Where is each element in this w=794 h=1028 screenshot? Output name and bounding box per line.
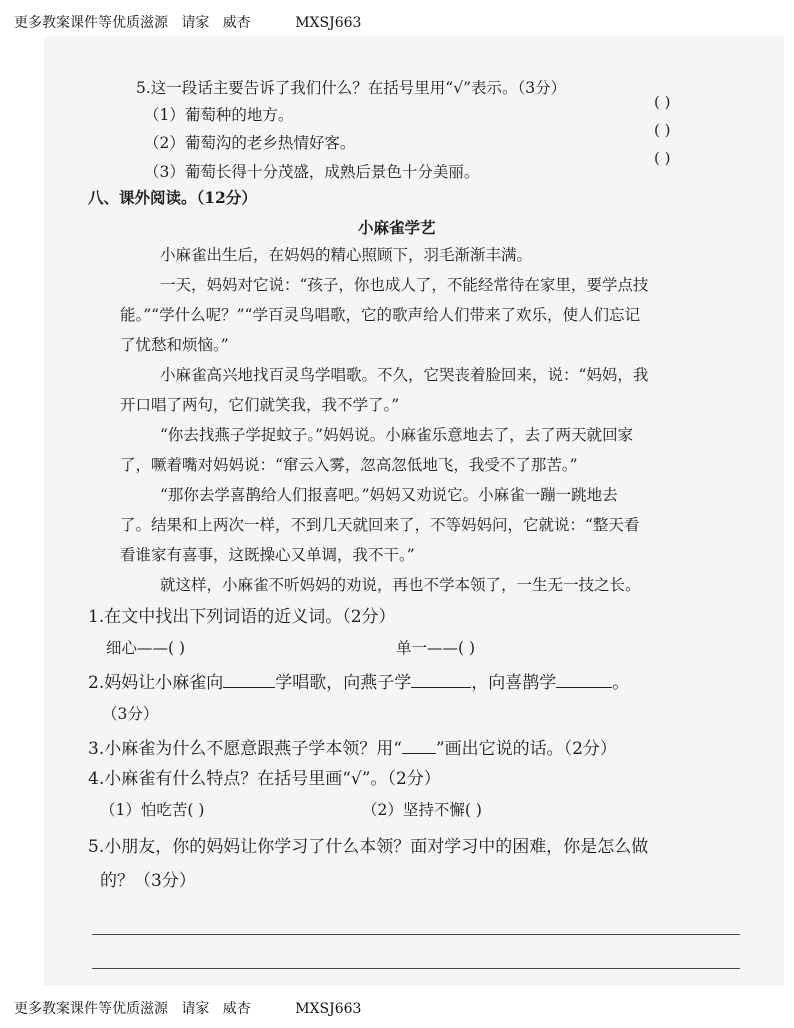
question-2-blank-1[interactable]: [223, 671, 275, 688]
question-1-stem: 1.在文中找出下列词语的近义词。（2分）: [88, 607, 396, 627]
section-heading: 八、课外阅读。（12分）: [88, 188, 257, 207]
q5-option-1-answer[interactable]: ( ): [654, 93, 671, 111]
answer-line-1[interactable]: [92, 934, 740, 935]
q5-option-2-answer[interactable]: ( ): [654, 121, 671, 139]
question-4-stem: 4.小麻雀有什么特点？在括号里画“√”。（2分）: [88, 769, 441, 789]
question-2: [88, 668, 629, 693]
passage-title: 小麻雀学艺: [358, 218, 436, 237]
question-4-option-2[interactable]: （2）坚持不懈( ): [362, 801, 482, 819]
question-3-part-b: ”画出它说的话。（2分）: [435, 739, 617, 759]
question-2-part-c: ，向喜鹊学: [471, 673, 557, 693]
question-5-line-1: 5.小朋友，你的妈妈让你学习了什么本领？面对学习中的困难，你是怎么做: [88, 837, 649, 857]
question-5-line-2: 的？（3分）: [100, 871, 196, 891]
q5-option-2: （2）葡萄沟的老乡热情好客。: [144, 134, 356, 152]
passage-line: 就这样，小麻雀不听妈妈的劝说，再也不学本领了，一生无一技之长。: [160, 576, 641, 594]
question-2-part-b: 学唱歌，向燕子学: [275, 673, 412, 693]
question-2-blank-2[interactable]: [411, 671, 471, 688]
question-3-underline-sample: [402, 737, 436, 754]
answer-line-2[interactable]: [92, 968, 740, 969]
question-1-word-2[interactable]: 单一——( ): [396, 639, 476, 657]
exam-page: [44, 36, 784, 986]
question-2-part-d: 。: [612, 673, 630, 693]
passage-line: 小麻雀高兴地找百灵鸟学唱歌。不久，它哭丧着脸回来，说：“妈妈，我: [160, 366, 649, 384]
passage-line: 了，噘着嘴对妈妈说：“窜云入雾，忽高忽低地飞，我受不了那苦。”: [120, 456, 578, 474]
passage-line: 开口唱了两句，它们就笑我，我不学了。”: [120, 396, 400, 414]
question-2-score: （3分）: [102, 705, 159, 723]
question-3-part-a: 3.小麻雀为什么不愿意跟燕子学本领？用“: [88, 739, 402, 759]
question-3: [88, 734, 617, 759]
q5-stem: 5.这一段话主要告诉了我们什么？在括号里用“√”表示。（3分）: [136, 79, 567, 97]
passage-line: 了忧愁和烦恼。”: [120, 336, 229, 354]
question-1-word-1[interactable]: 细心——( ): [106, 639, 186, 657]
passage-line: 看谁家有喜事，这既操心又单调，我不干。”: [120, 546, 415, 564]
passage-line: “那你去学喜鹊给人们报喜吧。”妈妈又劝说它。小麻雀一蹦一跳地去: [160, 486, 618, 504]
top-banner: 更多教案课件等优质滋源 请家 威杏 MXSJ663: [14, 15, 362, 31]
q5-option-1: （1）葡萄种的地方。: [144, 106, 294, 124]
q5-option-3-answer[interactable]: ( ): [654, 149, 671, 167]
question-4-option-1[interactable]: （1）怕吃苦( ): [100, 801, 205, 819]
bottom-banner: 更多教案课件等优质滋源 请家 威杏 MXSJ663: [14, 1001, 362, 1017]
passage-line: 了。结果和上两次一样，不到几天就回来了，不等妈妈问，它就说：“整天看: [120, 516, 640, 534]
question-2-part-a: 2.妈妈让小麻雀向: [88, 673, 224, 693]
passage-line: 一天，妈妈对它说：“孩子，你也成人了，不能经常待在家里，要学点技: [160, 276, 649, 294]
passage-line: “你去找燕子学捉蚊子。”妈妈说。小麻雀乐意地去了，去了两天就回家: [160, 426, 634, 444]
question-2-blank-3[interactable]: [556, 671, 612, 688]
passage-line: 小麻雀出生后，在妈妈的精心照顾下，羽毛渐渐丰满。: [160, 246, 533, 264]
passage-line: 能。”“学什么呢？”“学百灵鸟唱歌，它的歌声给人们带来了欢乐，使人们忘记: [120, 306, 640, 324]
q5-option-3: （3）葡萄长得十分茂盛，成熟后景色十分美丽。: [144, 163, 480, 181]
